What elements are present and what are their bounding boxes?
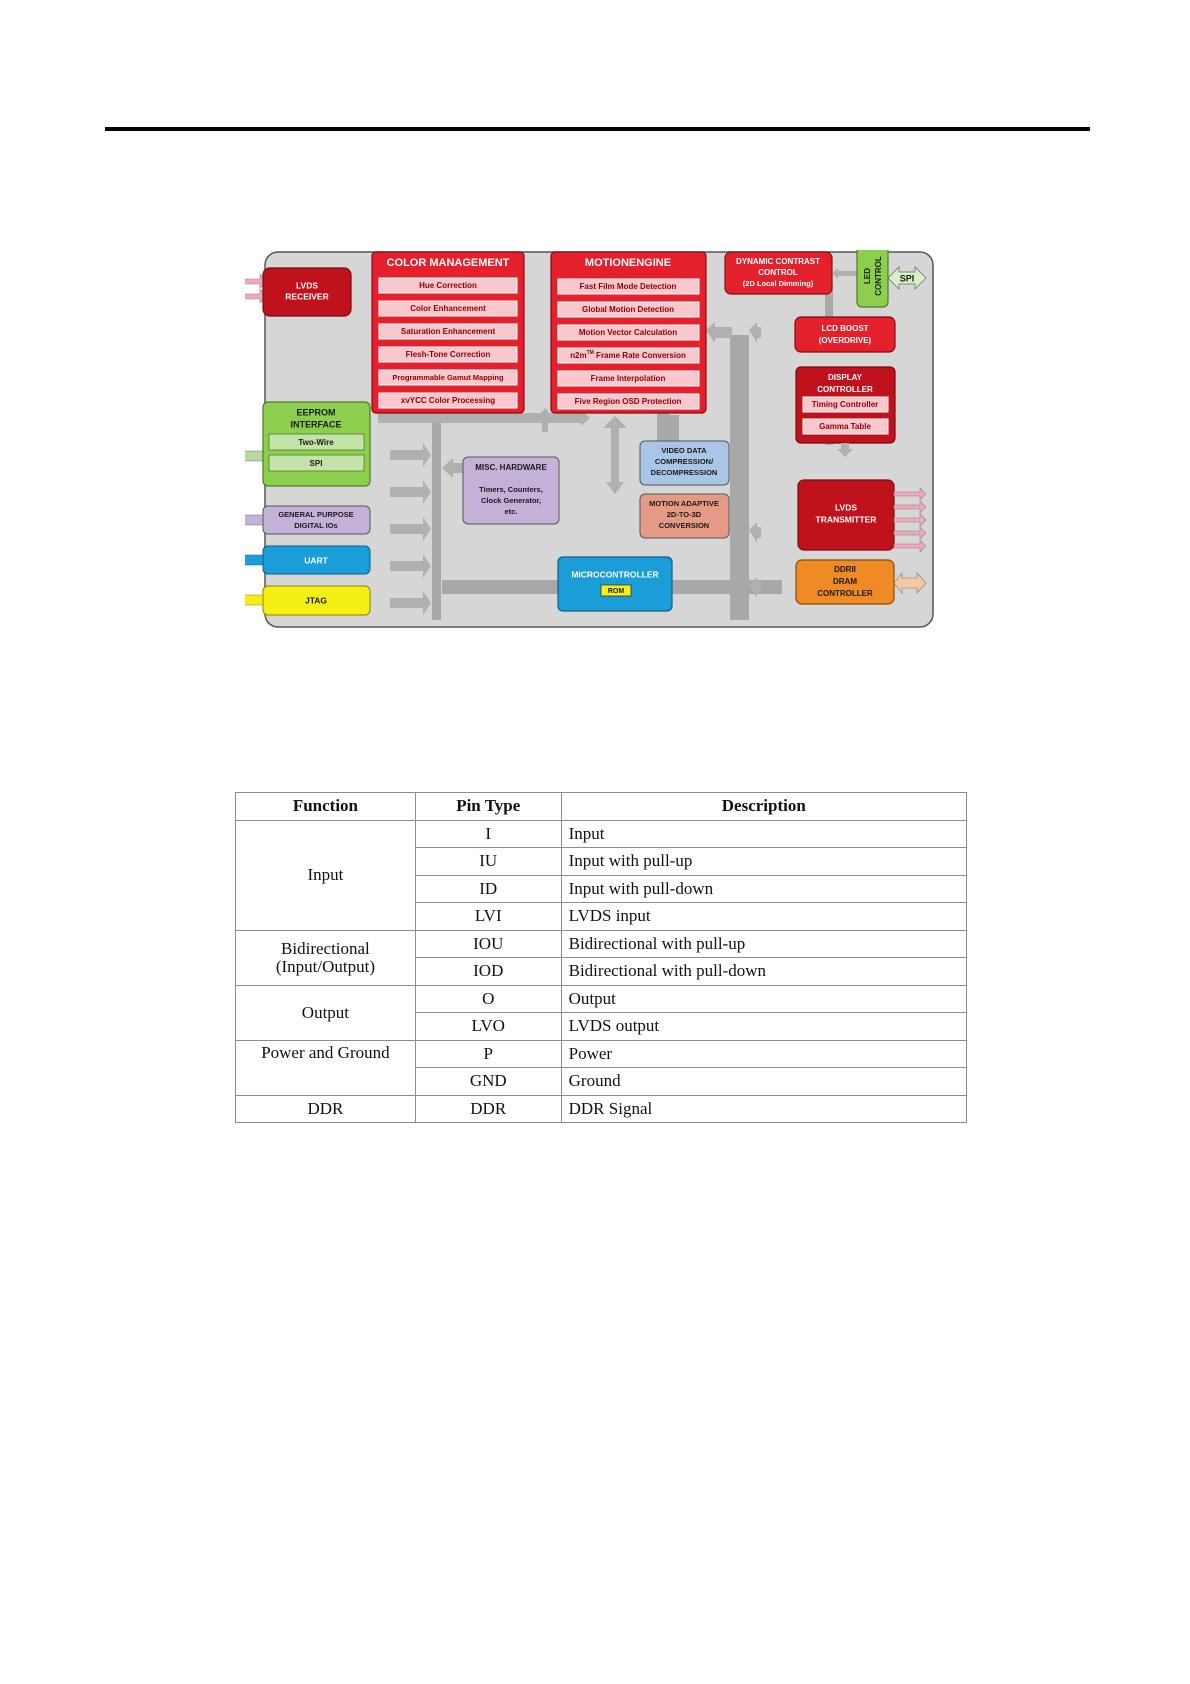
lcd-boost-line-2: (OVERDRIVE) (818, 336, 872, 346)
description-cell: Ground (561, 1068, 966, 1096)
function-ddr: DDR (236, 1095, 416, 1123)
motion-engine-block (551, 252, 706, 413)
color-item-hue: Hue Correction (419, 281, 477, 291)
display-controller-line-2: CONTROLLER (817, 385, 873, 395)
lvds-transmitter-line-1: LVDS (834, 502, 858, 513)
display-controller-line-1: DISPLAY (828, 373, 862, 383)
pin-type-cell: O (415, 985, 561, 1013)
display-item-timing: Timing Controller (811, 400, 879, 410)
misc-hardware-block (463, 457, 559, 524)
gpio-line-2: DIGITAL IOs (294, 520, 338, 530)
eeprom-item-two-wire: Two-Wire (298, 438, 334, 448)
motion-item-vector: Motion Vector Calculation (578, 328, 678, 338)
uart-block (245, 546, 370, 574)
table-row (236, 985, 967, 1013)
motion-adaptive-line-2: 2D-TO-3D (666, 509, 702, 519)
video-data-line-1: VIDEO DATA (661, 445, 707, 455)
lcd-boost-block (795, 317, 895, 352)
motion-item-osd: Five Region OSD Protection (574, 397, 682, 407)
motion-item-interpolation: Frame Interpolation (590, 374, 666, 384)
pin-type-cell: IU (415, 848, 561, 876)
jtag-label: JTAG (304, 595, 328, 606)
misc-hardware-line-2: Clock Generator, (480, 495, 542, 505)
eeprom-item-spi: SPI (309, 459, 323, 469)
pin-type-cell: LVI (415, 903, 561, 931)
header-function: Function (236, 793, 416, 821)
pin-type-cell: P (415, 1040, 561, 1068)
color-item-enhancement: Color Enhancement (410, 304, 486, 314)
eeprom-line-1: EEPROM (296, 407, 336, 418)
dynamic-contrast-block (725, 252, 832, 294)
function-input: Input (236, 820, 416, 930)
misc-hardware-line-1: Timers, Counters, (479, 484, 543, 494)
description-cell: Input (561, 820, 966, 848)
dynamic-contrast-line-2: CONTROL (758, 268, 798, 278)
motion-item-film-mode: Fast Film Mode Detection (579, 282, 677, 292)
description-cell: Bidirectional with pull-down (561, 958, 966, 986)
ddr-controller-line-2: DRAM (833, 577, 857, 587)
lvds-receiver-block (245, 268, 351, 316)
table-row (236, 1095, 967, 1123)
description-cell: Bidirectional with pull-up (561, 930, 966, 958)
lvds-transmitter-line-2: TRANSMITTER (815, 514, 877, 525)
function-output: Output (236, 985, 416, 1040)
misc-hardware-line-3: etc. (504, 506, 518, 516)
ddr-controller-line-1: DDRII (834, 565, 856, 575)
lcd-boost-line-1: LCD BOOST (821, 324, 869, 334)
motion-engine-title: MOTIONENGINE (584, 256, 672, 269)
pin-type-table (235, 792, 967, 1123)
function-bidirectional-line-2: (Input/Output) (275, 956, 375, 976)
dynamic-contrast-line-1: DYNAMIC CONTRAST (736, 257, 820, 267)
eeprom-block (245, 402, 370, 486)
function-bidirectional-line-1: Bidirectional (281, 938, 370, 958)
microcontroller-title: MICROCONTROLLER (571, 569, 659, 580)
color-item-gamut: Programmable Gamut Mapping (392, 372, 504, 382)
header-rule (105, 127, 1090, 131)
lvds-receiver-line-1: LVDS (295, 280, 319, 291)
motion-adaptive-block (640, 494, 729, 538)
pin-type-cell: IOU (415, 930, 561, 958)
eeprom-line-2: INTERFACE (290, 419, 342, 430)
dynamic-contrast-line-3: (2D Local Dimming) (742, 278, 814, 288)
uart-label: UART (304, 555, 328, 566)
n2m-rest: Frame Rate Conversion (593, 351, 686, 361)
microcontroller-block (558, 557, 672, 611)
led-control-line-2: CONTROL (874, 256, 884, 296)
description-cell: Input with pull-up (561, 848, 966, 876)
color-item-xvycc: xvYCC Color Processing (400, 396, 496, 406)
description-cell: DDR Signal (561, 1095, 966, 1123)
description-cell: Power (561, 1040, 966, 1068)
led-control-line-1: LED (863, 268, 873, 284)
video-data-block (640, 441, 729, 485)
table-row (236, 930, 967, 958)
pin-type-cell: I (415, 820, 561, 848)
color-management-title: COLOR MANAGEMENT (386, 256, 510, 269)
table-row (236, 820, 967, 848)
description-cell: LVDS output (561, 1013, 966, 1041)
n2m-trademark: TM (586, 350, 594, 357)
header-pin-type: Pin Type (415, 793, 561, 821)
description-cell: Output (561, 985, 966, 1013)
motion-item-global: Global Motion Detection (582, 305, 674, 315)
motion-adaptive-line-1: MOTION ADAPTIVE (649, 498, 719, 508)
rom-label: ROM (607, 587, 625, 595)
pin-type-cell: LVO (415, 1013, 561, 1041)
block-diagram (245, 250, 970, 635)
video-data-line-2: COMPRESSION/ (654, 456, 714, 466)
gpio-block (245, 506, 370, 534)
color-item-saturation: Saturation Enhancement (400, 327, 496, 337)
lvds-receiver-line-2: RECEIVER (285, 291, 329, 302)
color-item-flesh-tone: Flesh-Tone Correction (405, 350, 491, 360)
color-management-block (372, 252, 524, 413)
n2m-label: n2m (570, 351, 587, 361)
pin-type-cell: IOD (415, 958, 561, 986)
function-power-ground: Power and Ground (236, 1040, 416, 1095)
display-controller-block (796, 367, 895, 457)
table-row (236, 1040, 967, 1068)
pin-type-cell: ID (415, 875, 561, 903)
jtag-block (245, 586, 370, 615)
pin-type-cell: DDR (415, 1095, 561, 1123)
spi-label: SPI (899, 273, 915, 284)
description-cell: LVDS input (561, 903, 966, 931)
video-data-line-3: DECOMPRESSION (650, 467, 718, 477)
ddr-controller-line-3: CONTROLLER (817, 589, 873, 599)
display-item-gamma: Gamma Table (819, 422, 871, 432)
description-cell: Input with pull-down (561, 875, 966, 903)
motion-adaptive-line-3: CONVERSION (658, 520, 710, 530)
misc-hardware-title: MISC. HARDWARE (475, 463, 547, 473)
header-description: Description (561, 793, 966, 821)
pin-type-cell: GND (415, 1068, 561, 1096)
gpio-line-1: GENERAL PURPOSE (278, 509, 354, 519)
table-header-row (236, 793, 967, 821)
function-bidirectional (236, 930, 416, 985)
